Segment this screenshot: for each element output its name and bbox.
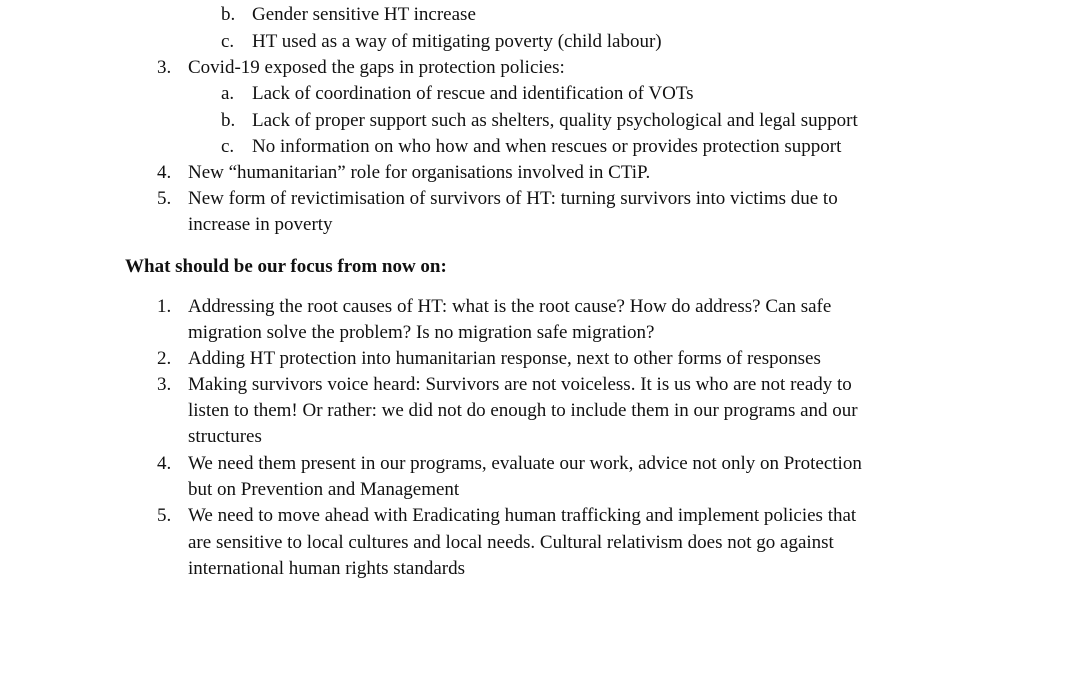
list-item-text: We need them present in our programs, evaluate our work, advice not only on Protection <box>188 453 862 474</box>
list-item-text: Gender sensitive HT increase <box>252 4 476 25</box>
list-item-text: Making survivors voice heard: Survivors are not voiceless. It is us who are not ready to <box>188 374 852 395</box>
list-item-text: Lack of proper support such as shelters, quality psychological and legal support <box>252 110 858 131</box>
list-marker: 5. <box>157 505 172 526</box>
list-item-text: New “humanitarian” role for organisations involved in CTiP. <box>188 162 651 183</box>
list-item-text: We need to move ahead with Eradicating human trafficking and implement policies that <box>188 505 857 526</box>
list-marker: a. <box>221 83 235 104</box>
list-item-text: Adding HT protection into humanitarian response, next to other forms of responses <box>188 348 821 369</box>
list-marker: 2. <box>157 348 172 369</box>
list-marker: 4. <box>157 162 172 183</box>
list-item-continuation: listen to them! Or rather: we did not do enough to include them in our programs and our <box>188 400 858 421</box>
list-marker: b. <box>221 110 236 131</box>
list-marker: c. <box>221 31 235 52</box>
list-marker: 3. <box>157 374 172 395</box>
list-item-text: Lack of coordination of rescue and identification of VOTs <box>252 83 694 104</box>
list-marker: b. <box>221 4 236 25</box>
list-item-continuation: structures <box>188 426 262 447</box>
list-marker: 1. <box>157 296 172 317</box>
list-marker: 4. <box>157 453 172 474</box>
list-item-continuation: migration solve the problem? Is no migration safe migration? <box>188 322 655 343</box>
list-item-continuation: international human rights standards <box>188 558 466 579</box>
list-item-text: No information on who how and when rescues or provides protection support <box>252 136 842 157</box>
list-item-text: New form of revictimisation of survivors of HT: turning survivors into victims due to <box>188 188 838 209</box>
list-item-text: Covid-19 exposed the gaps in protection policies: <box>188 57 565 78</box>
list-item-continuation: but on Prevention and Management <box>188 479 460 500</box>
list-item-text: Addressing the root causes of HT: what is the root cause? How do address? Can safe <box>188 296 832 317</box>
list-marker: 5. <box>157 188 172 209</box>
section-heading: What should be our focus from now on: <box>125 256 447 277</box>
list-item-continuation: increase in poverty <box>188 214 333 235</box>
list-item-text: HT used as a way of mitigating poverty (child labour) <box>252 31 662 52</box>
list-item-continuation: are sensitive to local cultures and local needs. Cultural relativism does not go against <box>188 532 834 553</box>
list-marker: c. <box>221 136 235 157</box>
list-marker: 3. <box>157 57 172 78</box>
